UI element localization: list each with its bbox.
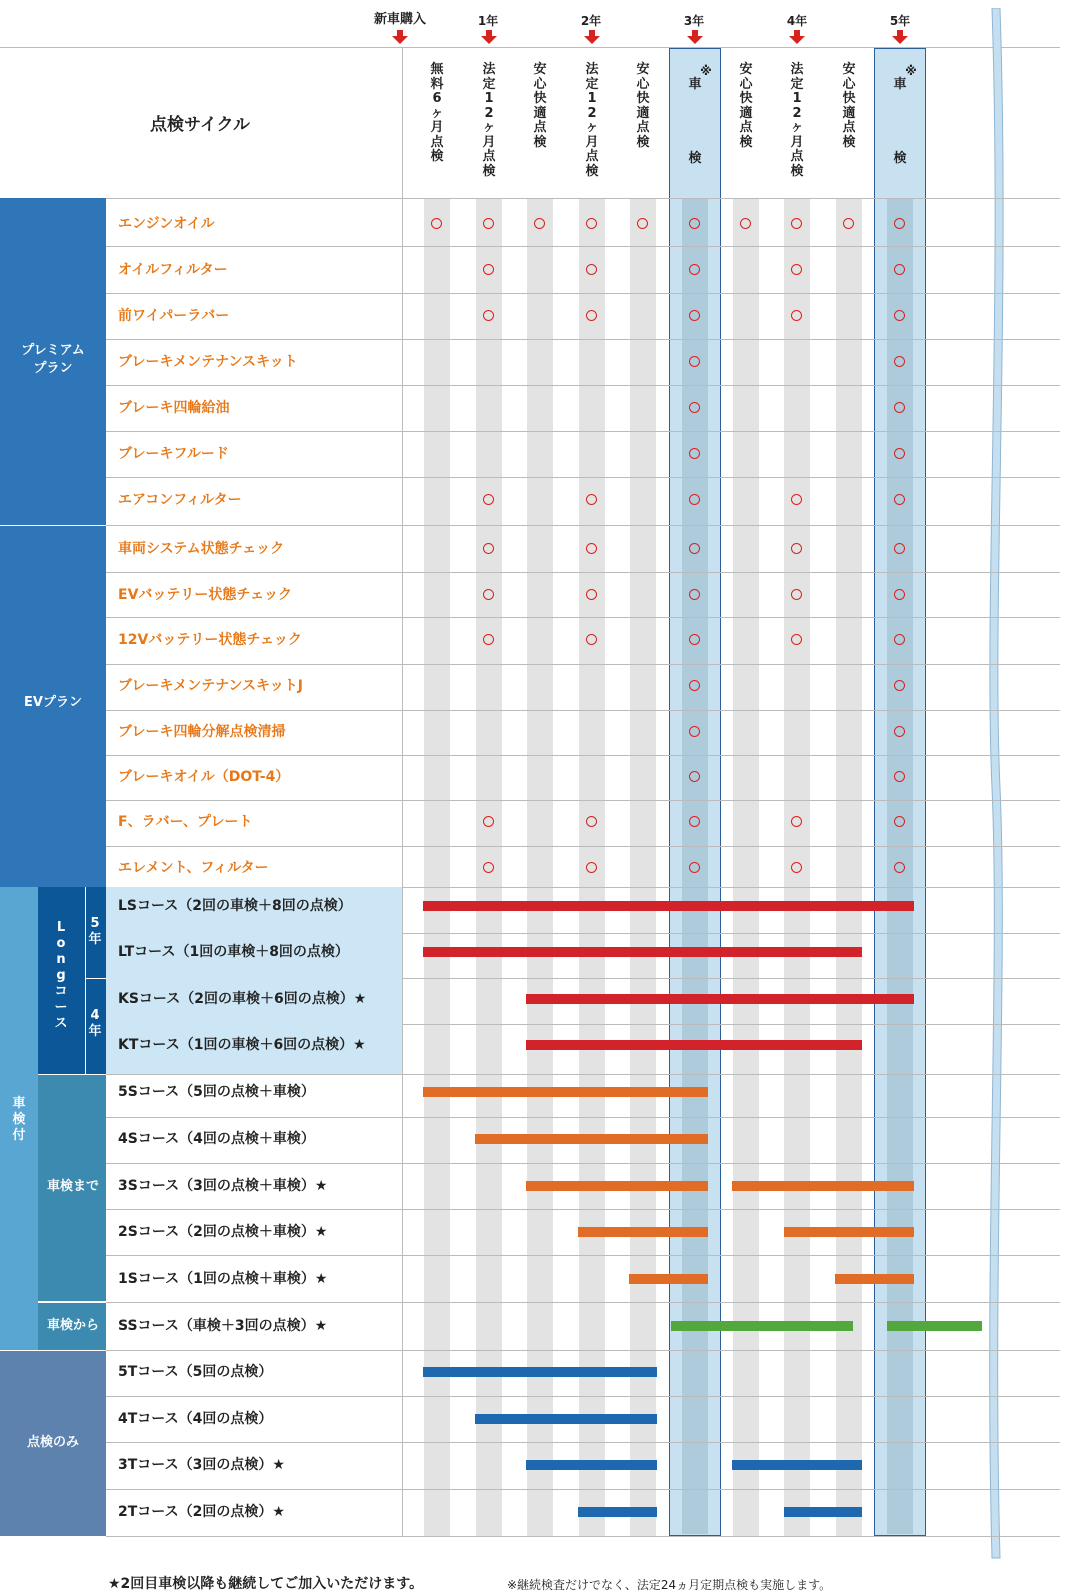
check-circle [689, 218, 700, 229]
row-label: ブレーキメンテナンスキットJ [118, 678, 303, 694]
category-ev-plan: EVプラン [24, 695, 82, 710]
row-label: 3Tコース（3回の点検）★ [118, 1457, 285, 1473]
check-circle [894, 726, 905, 737]
timeline-year3-label: 3年 [683, 14, 705, 28]
check-circle [586, 310, 597, 321]
check-circle [689, 402, 700, 413]
check-circle [894, 680, 905, 691]
row-border [106, 1163, 1060, 1164]
course-period-bar [423, 947, 862, 957]
course-period-bar [526, 1460, 657, 1470]
check-circle [483, 218, 494, 229]
timeline-arrow-head [789, 36, 805, 44]
check-circle [689, 726, 700, 737]
check-circle [483, 589, 494, 600]
check-circle [483, 264, 494, 275]
check-circle [894, 264, 905, 275]
grey-column-stripe [527, 198, 553, 1536]
row-border [106, 525, 1060, 526]
row-border [106, 1396, 1060, 1397]
header-col-shaken-bottom: 検 [688, 151, 702, 166]
row-label: 車両システム状態チェック [118, 541, 285, 557]
timeline-arrow-head [687, 36, 703, 44]
check-circle [791, 816, 802, 827]
timeline-year4-label: 4年 [786, 14, 808, 28]
row-label: ブレーキメンテナンスキット [118, 354, 298, 370]
grey-column-stripe [630, 198, 656, 1536]
check-circle [791, 218, 802, 229]
check-circle [586, 264, 597, 275]
category-inspection-only: 点検のみ [26, 1435, 79, 1450]
header-col-8: 法定12ヶ月点検 [790, 62, 804, 179]
category-five-year [86, 916, 104, 949]
check-circle [483, 862, 494, 873]
course-period-bar [423, 1087, 708, 1097]
row-border [106, 1209, 1060, 1210]
row-label: F、ラバー、プレート [118, 814, 253, 830]
row-label: ブレーキ四輪分解点検清掃 [118, 724, 286, 740]
check-circle [586, 634, 597, 645]
check-circle [586, 589, 597, 600]
check-circle [894, 218, 905, 229]
header-col-1: 無料6ヶ月点検 [430, 62, 444, 164]
check-circle [894, 634, 905, 645]
header-col-shaken-bottom: 検 [893, 151, 907, 166]
row-label: 4Tコース（4回の点検） [118, 1411, 273, 1427]
check-circle [894, 448, 905, 459]
row-border [106, 1117, 1060, 1118]
check-circle [894, 356, 905, 367]
row-border [106, 1074, 1060, 1075]
check-circle [637, 218, 648, 229]
category-five-year-text: 5年 [88, 916, 102, 947]
check-circle [483, 310, 494, 321]
check-circle [791, 862, 802, 873]
course-period-bar [475, 1134, 708, 1144]
check-circle [689, 356, 700, 367]
row-border [106, 1442, 1060, 1443]
check-circle [689, 862, 700, 873]
category-shaken-tsuki [8, 1096, 30, 1145]
row-border [106, 293, 1060, 294]
row-border [106, 710, 1060, 711]
row-border [106, 664, 1060, 665]
row-border [106, 755, 1060, 756]
check-circle [586, 543, 597, 554]
header-col-7: 安心快適点検 [739, 62, 753, 150]
check-circle [791, 310, 802, 321]
check-circle [483, 494, 494, 505]
check-circle [689, 264, 700, 275]
course-period-bar [784, 1507, 862, 1517]
check-circle [843, 218, 854, 229]
check-circle [689, 816, 700, 827]
course-period-bar [423, 901, 914, 911]
check-circle [689, 680, 700, 691]
row-label: オイルフィルター [118, 262, 228, 278]
row-border [106, 477, 1060, 478]
course-period-bar [835, 1274, 914, 1284]
category-until-shaken: 車検まで [46, 1179, 99, 1194]
check-circle [586, 862, 597, 873]
ev-plan-divider [0, 525, 106, 526]
row-border [106, 1350, 1060, 1351]
check-circle [894, 402, 905, 413]
row-label: KSコース（2回の車検＋6回の点検）★ [118, 991, 367, 1007]
timeline-year5-label: 5年 [889, 14, 911, 28]
course-period-bar [671, 1321, 853, 1331]
row-border [106, 339, 1060, 340]
row-label: 5Sコース（5回の点検＋車検） [118, 1084, 315, 1100]
header-col-5: 安心快適点検 [636, 62, 650, 150]
category-four-year [86, 1008, 104, 1041]
timeline-purchase-label: 新車購入 [373, 12, 426, 27]
row-label: LTコース（1回の車検＋8回の点検） [118, 944, 349, 960]
row-label: 4Sコース（4回の点検＋車検） [118, 1131, 315, 1147]
check-circle [431, 218, 442, 229]
category-from-shaken: 車検から [46, 1318, 99, 1333]
check-circle [894, 543, 905, 554]
header-col-2: 法定12ヶ月点検 [482, 62, 496, 179]
header-col-shaken-top: 車 [688, 77, 702, 92]
timeline-arrow-head [584, 36, 600, 44]
header-note-mark: ※ [700, 64, 712, 78]
category-premium-plan-text: プレミアムプラン [21, 343, 85, 376]
header-col-shaken-top: 車 [893, 77, 907, 92]
check-circle [894, 494, 905, 505]
category-premium-plan [6, 342, 100, 378]
course-period-bar [526, 994, 914, 1004]
header-title: 点検サイクル [150, 115, 250, 135]
check-circle [894, 310, 905, 321]
check-circle [689, 634, 700, 645]
break-indicator [982, 8, 1012, 1568]
row-border [106, 431, 1060, 432]
course-period-bar [732, 1181, 914, 1191]
row-label: ブレーキオイル（DOT-4） [118, 769, 290, 785]
check-circle [483, 816, 494, 827]
course-period-bar [732, 1460, 862, 1470]
row-border [106, 617, 1060, 618]
break-indicator-shape [990, 8, 1003, 1558]
grey-column-stripe [424, 198, 450, 1536]
course-period-bar [526, 1040, 862, 1050]
category-long-course [50, 920, 72, 1033]
row-label: LSコース（2回の車検＋8回の点検） [118, 898, 352, 914]
timeline-year1-label: 1年 [477, 14, 499, 28]
row-border [106, 246, 1060, 247]
timeline-arrow-head [481, 36, 497, 44]
row-label: 2Sコース（2回の点検＋車検）★ [118, 1224, 328, 1240]
check-circle [791, 543, 802, 554]
row-border [106, 846, 1060, 847]
row-label: 12Vバッテリー状態チェック [118, 632, 302, 648]
row-border [106, 198, 1060, 199]
check-circle [689, 589, 700, 600]
check-circle [791, 589, 802, 600]
category-long-course-text: Longコース [54, 920, 68, 1031]
row-border [106, 1536, 1060, 1537]
check-circle [586, 816, 597, 827]
check-circle [689, 771, 700, 782]
row-label: エンジンオイル [118, 216, 215, 232]
row-label: 2Tコース（2回の点検）★ [118, 1504, 285, 1520]
row-label: EVバッテリー状態チェック [118, 587, 292, 603]
row-label: エアコンフィルター [118, 492, 242, 508]
row-label: KTコース（1回の車検＋6回の点検）★ [118, 1037, 366, 1053]
row-border [106, 1489, 1060, 1490]
grey-column-stripe [836, 198, 862, 1536]
header-col-9: 安心快適点検 [842, 62, 856, 150]
check-circle [689, 310, 700, 321]
check-circle [894, 771, 905, 782]
check-circle [586, 218, 597, 229]
course-period-bar [526, 1181, 708, 1191]
label-column-border [402, 47, 403, 1536]
category-shaken-tsuki-text: 車検付 [12, 1096, 26, 1143]
check-circle [689, 494, 700, 505]
row-border [106, 572, 1060, 573]
course-period-bar [423, 1367, 657, 1377]
course-period-bar [784, 1227, 914, 1237]
check-circle [894, 816, 905, 827]
check-circle [894, 589, 905, 600]
category-four-year-text: 4年 [88, 1008, 102, 1039]
check-circle [894, 862, 905, 873]
timeline-arrow-head [392, 36, 408, 44]
course-period-bar [887, 1321, 982, 1331]
row-label: ブレーキフルード [118, 446, 229, 462]
check-circle [586, 494, 597, 505]
row-border [106, 800, 1060, 801]
header-col-4: 法定12ヶ月点検 [585, 62, 599, 179]
check-circle [791, 494, 802, 505]
footer-note-asterisk: ※継続検査だけでなく、法定24ヵ月定期点検も実施します。 [507, 1578, 832, 1592]
check-circle [740, 218, 751, 229]
row-label: ブレーキ四輪給油 [118, 400, 230, 416]
row-label: エレメント、フィルター [118, 860, 269, 876]
course-period-bar [475, 1414, 657, 1424]
grey-column-stripe [733, 198, 759, 1536]
check-circle [689, 448, 700, 459]
row-label: 1Sコース（1回の点検＋車検）★ [118, 1271, 328, 1287]
course-period-bar [578, 1227, 708, 1237]
row-border [106, 1255, 1060, 1256]
course-period-bar [578, 1507, 657, 1517]
row-label: 前ワイパーラバー [118, 308, 230, 324]
row-border [106, 385, 1060, 386]
row-label: 5Tコース（5回の点検） [118, 1364, 273, 1380]
check-circle [791, 634, 802, 645]
footer-note-star: ★2回目車検以降も継続してご加入いただけます。 [108, 1576, 424, 1592]
timeline-arrow-head [892, 36, 908, 44]
timeline-year2-label: 2年 [580, 14, 602, 28]
check-circle [689, 543, 700, 554]
check-circle [483, 543, 494, 554]
row-label: 3Sコース（3回の点検＋車検）★ [118, 1178, 328, 1194]
check-circle [534, 218, 545, 229]
check-circle [791, 264, 802, 275]
row-label: SSコース（車検＋3回の点検）★ [118, 1318, 328, 1334]
check-circle [483, 634, 494, 645]
header-col-3: 安心快適点検 [533, 62, 547, 150]
header-note-mark: ※ [905, 64, 917, 78]
course-period-bar [629, 1274, 708, 1284]
row-border [106, 1302, 1060, 1303]
